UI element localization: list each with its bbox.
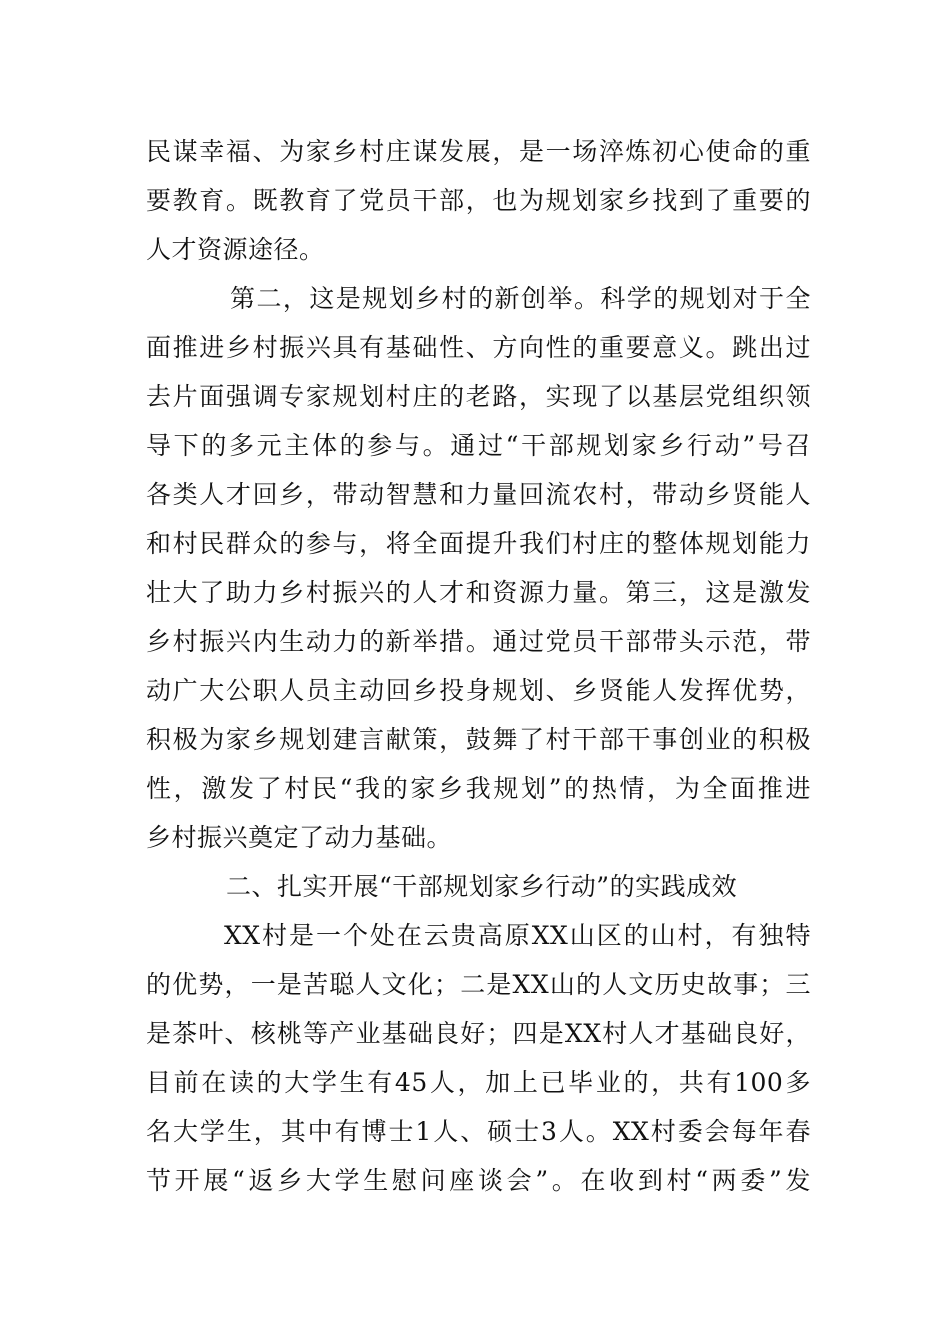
para3-line-3: 是茶叶、核桃等产业基础良好；四是XX村人才基础良好， <box>146 1019 811 1048</box>
document-body <box>146 127 811 1205</box>
para2-line-2: 面推进乡村振兴具有基础性、方向性的重要意义。跳出过 <box>146 333 811 362</box>
para2-line-8: 乡村振兴内生动力的新举措。通过党员干部带头示范，带 <box>146 627 811 656</box>
section-heading: 二、扎实开展“干部规划家乡行动”的实践成效 <box>226 872 738 901</box>
para2-line-6: 和村民群众的参与，将全面提升我们村庄的整体规划能力 <box>146 529 811 558</box>
para2-line-7: 壮大了助力乡村振兴的人才和资源力量。第三，这是激发 <box>146 578 811 607</box>
para3-line-1: XX村是一个处在云贵高原XX山区的山村，有独特 <box>224 921 811 950</box>
para3-line-4: 目前在读的大学生有45人，加上已毕业的，共有100多 <box>146 1068 811 1097</box>
para1-line-1: 民谋幸福、为家乡村庄谋发展，是一场淬炼初心使命的重 <box>146 137 811 166</box>
para2-line-1: 第二，这是规划乡村的新创举。科学的规划对于全 <box>230 284 811 313</box>
para3-line-6: 节开展“返乡大学生慰问座谈会”。在收到村“两委”发 <box>146 1166 811 1195</box>
para3-line-2: 的优势，一是苦聪人文化；二是XX山的人文历史故事；三 <box>146 970 811 999</box>
para3-line-5: 名大学生，其中有博士1人、硕士3人。XX村委会每年春 <box>146 1117 811 1146</box>
para2-line-10: 积极为家乡规划建言献策，鼓舞了村干部干事创业的积极 <box>146 725 811 754</box>
para1-line-3: 人才资源途径。 <box>146 235 325 264</box>
para2-line-11: 性，激发了村民“我的家乡我规划”的热情，为全面推进 <box>146 774 811 803</box>
para2-line-3: 去片面强调专家规划村庄的老路，实现了以基层党组织领 <box>146 382 811 411</box>
para2-line-9: 动广大公职人员主动回乡投身规划、乡贤能人发挥优势， <box>146 676 811 705</box>
para1-line-2: 要教育。既教育了党员干部，也为规划家乡找到了重要的 <box>146 186 811 215</box>
para2-line-12: 乡村振兴奠定了动力基础。 <box>146 823 453 852</box>
para2-line-4: 导下的多元主体的参与。通过“干部规划家乡行动”号召 <box>146 431 811 460</box>
para2-line-5: 各类人才回乡，带动智慧和力量回流农村，带动乡贤能人 <box>146 480 811 509</box>
